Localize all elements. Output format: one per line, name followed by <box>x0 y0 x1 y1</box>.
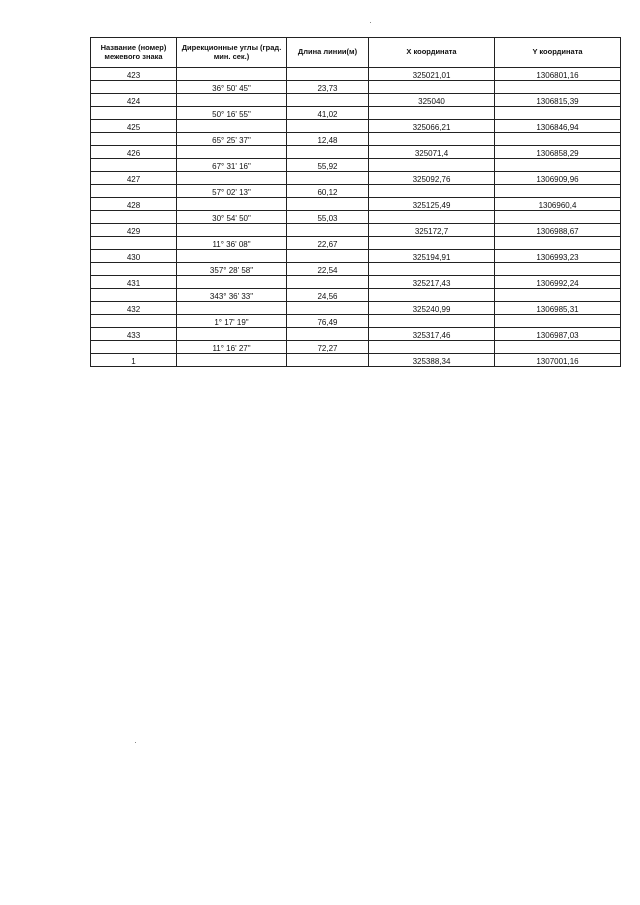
cell-line-length <box>287 250 369 263</box>
cell-direction-angle <box>177 94 287 107</box>
cell-x-coordinate: 325194,91 <box>369 250 495 263</box>
cell-x-coordinate <box>369 185 495 198</box>
cell-y-coordinate <box>495 341 621 354</box>
cell-y-coordinate <box>495 159 621 172</box>
cell-line-length <box>287 120 369 133</box>
cell-point-name <box>91 211 177 224</box>
header-direction-angle: Дирекционные углы (град. мин. сек.) <box>177 38 287 68</box>
cell-y-coordinate: 1306992,24 <box>495 276 621 289</box>
table-row-segment <box>91 133 621 146</box>
cell-point-name: 432 <box>91 302 177 315</box>
cell-x-coordinate <box>369 237 495 250</box>
cell-line-length <box>287 146 369 159</box>
table-row-point <box>91 120 621 133</box>
cell-direction-angle <box>177 250 287 263</box>
cell-line-length <box>287 68 369 81</box>
cell-point-name <box>91 237 177 250</box>
cell-point-name: 1 <box>91 354 177 367</box>
cell-x-coordinate <box>369 107 495 120</box>
cell-x-coordinate <box>369 263 495 276</box>
table-row-segment <box>91 211 621 224</box>
cell-point-name <box>91 81 177 94</box>
cell-point-name: 425 <box>91 120 177 133</box>
cell-y-coordinate: 1306815,39 <box>495 94 621 107</box>
table-header-row <box>91 38 621 68</box>
table-row-point <box>91 354 621 367</box>
cell-x-coordinate <box>369 315 495 328</box>
cell-y-coordinate <box>495 263 621 276</box>
cell-line-length: 23,73 <box>287 81 369 94</box>
cell-y-coordinate: 1306993,23 <box>495 250 621 263</box>
table-row-segment <box>91 159 621 172</box>
cell-direction-angle <box>177 302 287 315</box>
cell-point-name <box>91 341 177 354</box>
table-row-segment <box>91 341 621 354</box>
cell-direction-angle <box>177 276 287 289</box>
cell-line-length: 72,27 <box>287 341 369 354</box>
cell-x-coordinate <box>369 289 495 302</box>
cell-x-coordinate: 325125,49 <box>369 198 495 211</box>
cell-x-coordinate: 325317,46 <box>369 328 495 341</box>
cell-y-coordinate: 1306960,4 <box>495 198 621 211</box>
cell-point-name <box>91 107 177 120</box>
scan-speck <box>135 742 136 743</box>
header-line-length: Длина линии(м) <box>287 38 369 68</box>
cell-line-length: 22,54 <box>287 263 369 276</box>
cell-line-length: 12,48 <box>287 133 369 146</box>
cell-line-length <box>287 94 369 107</box>
cell-point-name <box>91 159 177 172</box>
scan-speck <box>370 22 371 23</box>
cell-point-name: 426 <box>91 146 177 159</box>
cell-y-coordinate: 1306846,94 <box>495 120 621 133</box>
cell-line-length: 60,12 <box>287 185 369 198</box>
cell-y-coordinate <box>495 107 621 120</box>
cell-direction-angle <box>177 68 287 81</box>
header-y-coordinate: Y координата <box>495 38 621 68</box>
cell-line-length <box>287 354 369 367</box>
cell-x-coordinate <box>369 159 495 172</box>
cell-y-coordinate <box>495 315 621 328</box>
table-row-point <box>91 198 621 211</box>
cell-direction-angle <box>177 198 287 211</box>
table-row-segment <box>91 81 621 94</box>
cell-x-coordinate <box>369 81 495 94</box>
table-row-segment <box>91 263 621 276</box>
cell-direction-angle: 65° 25' 37" <box>177 133 287 146</box>
table-row-point <box>91 94 621 107</box>
table-row-segment <box>91 107 621 120</box>
cell-x-coordinate: 325240,99 <box>369 302 495 315</box>
cell-point-name: 430 <box>91 250 177 263</box>
cell-line-length: 41,02 <box>287 107 369 120</box>
cell-point-name: 433 <box>91 328 177 341</box>
header-point-name: Название (номер) межевого знака <box>91 38 177 68</box>
header-x-coordinate: X координата <box>369 38 495 68</box>
cell-line-length: 22,67 <box>287 237 369 250</box>
cell-point-name <box>91 263 177 276</box>
cell-line-length <box>287 224 369 237</box>
cell-y-coordinate: 1306987,03 <box>495 328 621 341</box>
table-row-segment <box>91 289 621 302</box>
cell-y-coordinate: 1306909,96 <box>495 172 621 185</box>
cell-point-name: 429 <box>91 224 177 237</box>
cell-direction-angle <box>177 354 287 367</box>
cell-point-name <box>91 133 177 146</box>
cell-line-length: 55,92 <box>287 159 369 172</box>
cell-line-length <box>287 328 369 341</box>
table-row-point <box>91 68 621 81</box>
table-row-segment <box>91 315 621 328</box>
cell-point-name: 423 <box>91 68 177 81</box>
cell-y-coordinate: 1306988,67 <box>495 224 621 237</box>
cell-point-name: 427 <box>91 172 177 185</box>
table-row-segment <box>91 237 621 250</box>
cell-x-coordinate <box>369 211 495 224</box>
cell-direction-angle: 343° 36' 33" <box>177 289 287 302</box>
cell-direction-angle: 67° 31' 16" <box>177 159 287 172</box>
cell-y-coordinate <box>495 289 621 302</box>
cell-direction-angle: 1° 17' 19" <box>177 315 287 328</box>
table-row-point <box>91 250 621 263</box>
cell-x-coordinate: 325021,01 <box>369 68 495 81</box>
cell-y-coordinate <box>495 81 621 94</box>
cell-x-coordinate: 325071,4 <box>369 146 495 159</box>
cell-direction-angle: 57° 02' 13" <box>177 185 287 198</box>
cell-point-name <box>91 289 177 302</box>
cell-y-coordinate: 1307001,16 <box>495 354 621 367</box>
cell-line-length <box>287 198 369 211</box>
cell-y-coordinate <box>495 133 621 146</box>
cell-direction-angle: 11° 16' 27" <box>177 341 287 354</box>
table-row-point <box>91 224 621 237</box>
cell-x-coordinate: 325066,21 <box>369 120 495 133</box>
cell-direction-angle: 11° 36' 08" <box>177 237 287 250</box>
cell-x-coordinate: 325040 <box>369 94 495 107</box>
cell-x-coordinate <box>369 341 495 354</box>
cell-line-length <box>287 276 369 289</box>
cell-y-coordinate <box>495 237 621 250</box>
cell-y-coordinate <box>495 211 621 224</box>
cell-direction-angle <box>177 172 287 185</box>
cell-x-coordinate: 325388,34 <box>369 354 495 367</box>
cell-line-length: 55,03 <box>287 211 369 224</box>
cell-point-name <box>91 185 177 198</box>
cell-line-length: 76,49 <box>287 315 369 328</box>
cell-point-name <box>91 315 177 328</box>
cell-direction-angle: 36° 50' 45" <box>177 81 287 94</box>
cell-x-coordinate: 325092,76 <box>369 172 495 185</box>
cell-x-coordinate: 325217,43 <box>369 276 495 289</box>
cell-y-coordinate <box>495 185 621 198</box>
cell-y-coordinate: 1306801,16 <box>495 68 621 81</box>
cell-direction-angle: 50° 16' 55" <box>177 107 287 120</box>
cell-direction-angle <box>177 328 287 341</box>
cell-point-name: 428 <box>91 198 177 211</box>
table-row-point <box>91 172 621 185</box>
cell-direction-angle <box>177 224 287 237</box>
cell-direction-angle: 30° 54' 50" <box>177 211 287 224</box>
cell-line-length: 24,56 <box>287 289 369 302</box>
table-row-point <box>91 276 621 289</box>
cell-x-coordinate: 325172,7 <box>369 224 495 237</box>
table-row-point <box>91 146 621 159</box>
cell-y-coordinate: 1306985,31 <box>495 302 621 315</box>
cell-y-coordinate: 1306858,29 <box>495 146 621 159</box>
cell-direction-angle <box>177 120 287 133</box>
cell-line-length <box>287 302 369 315</box>
cell-point-name: 431 <box>91 276 177 289</box>
table-row-point <box>91 302 621 315</box>
cell-direction-angle <box>177 146 287 159</box>
table-row-point <box>91 328 621 341</box>
table-row-segment <box>91 185 621 198</box>
cell-direction-angle: 357° 28' 58" <box>177 263 287 276</box>
boundary-coordinates-table <box>90 37 621 367</box>
cell-line-length <box>287 172 369 185</box>
table-body <box>91 68 621 367</box>
cell-point-name: 424 <box>91 94 177 107</box>
cell-x-coordinate <box>369 133 495 146</box>
